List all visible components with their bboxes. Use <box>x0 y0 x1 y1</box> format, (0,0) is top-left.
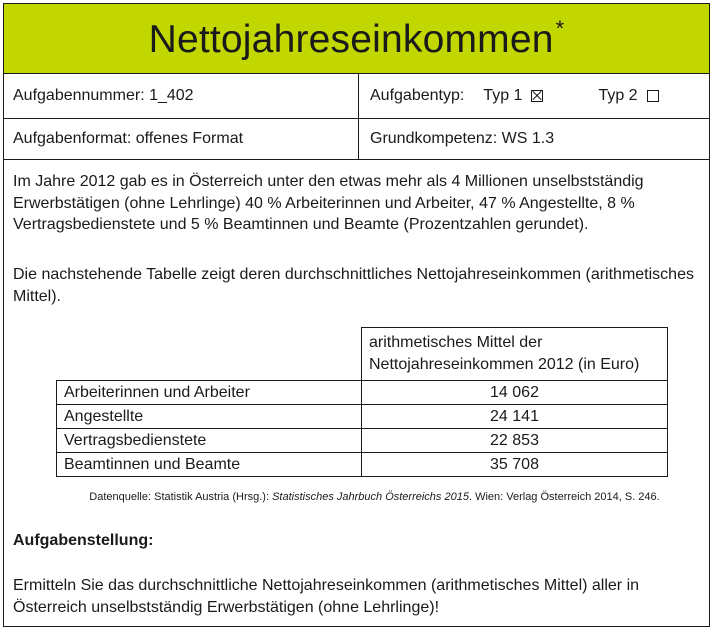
table-row <box>57 429 668 453</box>
meta-row-2 <box>4 119 709 160</box>
row-label: Beamtinnen und Beamte <box>57 453 362 477</box>
table-row <box>57 453 668 477</box>
table-corner <box>57 328 362 381</box>
page-title <box>149 16 565 62</box>
table-row <box>57 381 668 405</box>
table-column-header: arithmetisches Mittel der Nettojahreseinkommen 2012 (in Euro) <box>362 328 668 381</box>
table-header-row <box>57 328 668 381</box>
row-label: Vertragsbedienstete <box>57 429 362 453</box>
meta-row-1 <box>4 74 709 119</box>
task-heading: Aufgabenstellung: <box>13 532 154 549</box>
typ1-checkbox-icon <box>531 90 543 102</box>
title-bar <box>4 4 709 74</box>
typ1-label: Typ 1 <box>483 87 523 104</box>
source-title: Statistisches Jahrbuch Österreichs 2015 <box>272 491 469 503</box>
row-value: 35 708 <box>362 453 668 477</box>
task-type <box>359 74 709 118</box>
income-table <box>56 327 668 477</box>
source-prefix: Datenquelle: Statistik Austria (Hrsg.): <box>89 491 273 503</box>
row-value: 22 853 <box>362 429 668 453</box>
table-row <box>57 405 668 429</box>
typ2-label: Typ 2 <box>598 87 638 104</box>
intro-paragraph-2: Die nachstehende Tabelle zeigt deren durchschnittliches Nettojahreseinkommen (arithmetisches Mittel). <box>13 266 694 305</box>
task-sheet <box>3 3 710 627</box>
row-label: Angestellte <box>57 405 362 429</box>
task-text: Ermitteln Sie das durchschnittliche Nettojahreseinkommen (arithmetisches Mittel) aller in Österreich unselbstständig Erwerbstätigen (ohne Lehrlinge)! <box>13 577 640 616</box>
page-title-text: Nettojahreseinkommen <box>148 17 554 61</box>
task-format: Aufgabenformat: offenes Format <box>4 119 359 159</box>
data-source <box>4 491 709 503</box>
title-footnote-mark: * <box>555 15 565 41</box>
row-value: 24 141 <box>362 405 668 429</box>
competence: Grundkompetenz: WS 1.3 <box>370 130 555 147</box>
source-suffix: . Wien: Verlag Österreich 2014, S. 246. <box>468 491 660 503</box>
row-value: 14 062 <box>362 381 668 405</box>
task-type-label: Aufgabentyp: <box>370 87 465 104</box>
row-label: Arbeiterinnen und Arbeiter <box>57 381 362 405</box>
typ2-checkbox-icon <box>647 90 659 102</box>
task-number: Aufgabennummer: 1_402 <box>4 74 359 118</box>
intro-paragraph-1: Im Jahre 2012 gab es in Österreich unter den etwas mehr als 4 Millionen unselbstständig Erwerbstätigen (ohne Lehrlinge) 40 % Arbeiterinnen und Arbeiter, 47 % Angestellte, 8 % Vertragsbedienstete und 5 % Beamtinnen und Beamte (Prozentzahlen gerundet). <box>13 173 644 233</box>
